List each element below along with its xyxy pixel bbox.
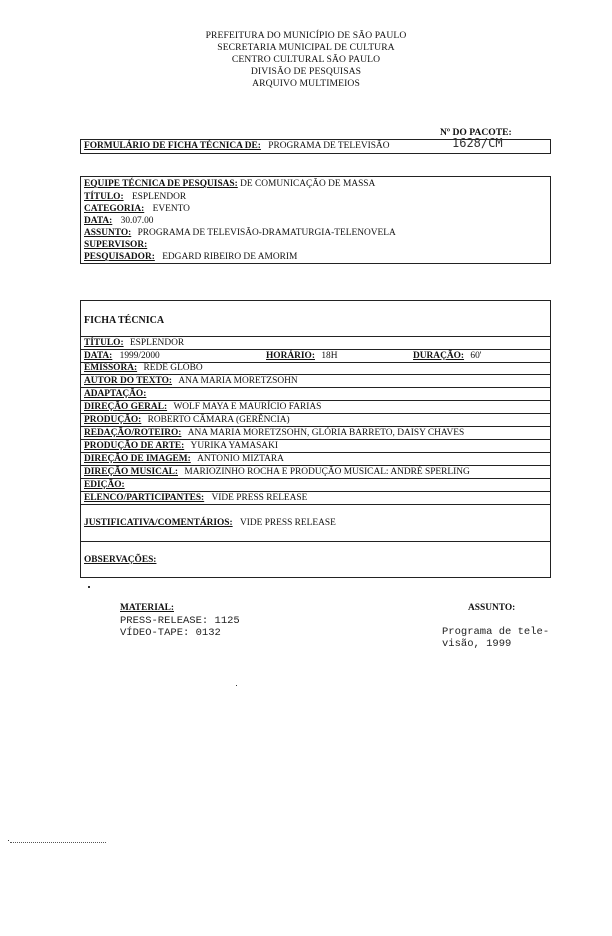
institution-header [0, 30, 612, 90]
assunto-label: ASSUNTO: [468, 603, 516, 613]
ficha-row: AUTOR DO TEXTO: ANA MARIA MORETZSOHN [84, 376, 298, 386]
equipe-row: SUPERVISOR: [84, 240, 148, 250]
justificativa-row: JUSTIFICATIVA/COMENTÁRIOS: VIDE PRESS RELEASE [84, 518, 336, 528]
divider [80, 336, 551, 337]
formulario-label: FORMULÁRIO DE FICHA TÉCNICA DE: [84, 141, 261, 151]
divider [80, 413, 551, 414]
ficha-titulo-row: TÍTULO: ESPLENDOR [84, 338, 185, 348]
equipe-row: EQUIPE TÉCNICA DE PESQUISAS: DE COMUNICAÇÃO DE MASSA [84, 179, 376, 189]
divider [80, 349, 551, 350]
divider [80, 400, 551, 401]
pacote-value: 1628/CM [452, 136, 503, 150]
equipe-row: DATA: 30.07.00 [84, 216, 154, 226]
scan-speck [236, 685, 237, 686]
divider [80, 452, 551, 453]
observacoes-row: OBSERVAÇÕES: [84, 555, 157, 565]
header-line: PREFEITURA DO MUNICÍPIO DE SÃO PAULO [205, 30, 407, 41]
divider [80, 374, 551, 375]
scan-speck [8, 840, 9, 841]
header-line: CENTRO CULTURAL SÃO PAULO [231, 54, 381, 65]
divider [80, 426, 551, 427]
formulario-value: PROGRAMA DE TELEVISÃO [268, 141, 390, 151]
ficha-row: REDAÇÃO/ROTEIRO: ANA MARIA MORETZSOHN, GLÓRIA BARRETO, DAISY CHAVES [84, 428, 465, 438]
divider [80, 439, 551, 440]
ficha-title: FICHA TÉCNICA [84, 315, 165, 326]
divider [80, 478, 551, 479]
material-label: MATERIAL: [120, 603, 174, 613]
equipe-row: TÍTULO: ESPLENDOR [84, 192, 187, 202]
formulario-row [84, 142, 389, 151]
equipe-row: PESQUISADOR: EDGARD RIBEIRO DE AMORIM [84, 252, 298, 262]
pacote-label-text: Nº DO PACOTE: [440, 127, 512, 138]
ficha-row: ADAPTAÇÃO: [84, 389, 147, 399]
header-line: SECRETARIA MUNICIPAL DE CULTURA [217, 42, 395, 53]
divider [80, 387, 551, 388]
header-line: ARQUIVO MULTIMEIOS [252, 78, 360, 89]
ficha-horario: HORÁRIO: 18H [266, 351, 338, 361]
material-line: PRESS-RELEASE: 1125 [120, 615, 240, 627]
ficha-row: DIREÇÃO GERAL: WOLF MAYA E MAURÍCIO FARIAS [84, 402, 322, 412]
equipe-row: CATEGORIA: EVENTO [84, 204, 190, 214]
scan-speck [88, 586, 90, 588]
assunto-line: Programa de tele- [442, 626, 550, 638]
divider [80, 541, 551, 542]
ficha-row: ELENCO/PARTICIPANTES: VIDE PRESS RELEASE [84, 493, 308, 503]
ficha-row: EDIÇÃO: [84, 480, 125, 490]
divider [80, 491, 551, 492]
equipe-row: ASSUNTO: PROGRAMA DE TELEVISÃO-DRAMATURGIA-TELENOVELA [84, 228, 396, 238]
ficha-row: DIREÇÃO DE IMAGEM: ANTONIO MIZTARA [84, 454, 284, 464]
ficha-row: EMISSORA: REDE GLOBO [84, 363, 203, 373]
ficha-row: DIREÇÃO MUSICAL: MARIOZINHO ROCHA E PRODUÇÃO MUSICAL: ANDRÉ SPERLING [84, 467, 470, 477]
assunto-line: visão, 1999 [442, 638, 512, 650]
divider [80, 504, 551, 505]
ficha-row: PRODUÇÃO: ROBERTO CÂMARA (GERÊNCIA) [84, 415, 290, 425]
ficha-duracao: DURAÇÃO: 60' [413, 351, 482, 361]
scan-speck [10, 842, 106, 844]
ficha-row: PRODUÇÃO DE ARTE: YURIKA YAMASAKI [84, 441, 278, 451]
material-line: VÍDEO-TAPE: 0132 [120, 627, 221, 639]
header-line: DIVISÃO DE PESQUISAS [250, 66, 362, 77]
ficha-data-row: DATA: 1999/2000 [84, 351, 160, 361]
divider [80, 465, 551, 466]
